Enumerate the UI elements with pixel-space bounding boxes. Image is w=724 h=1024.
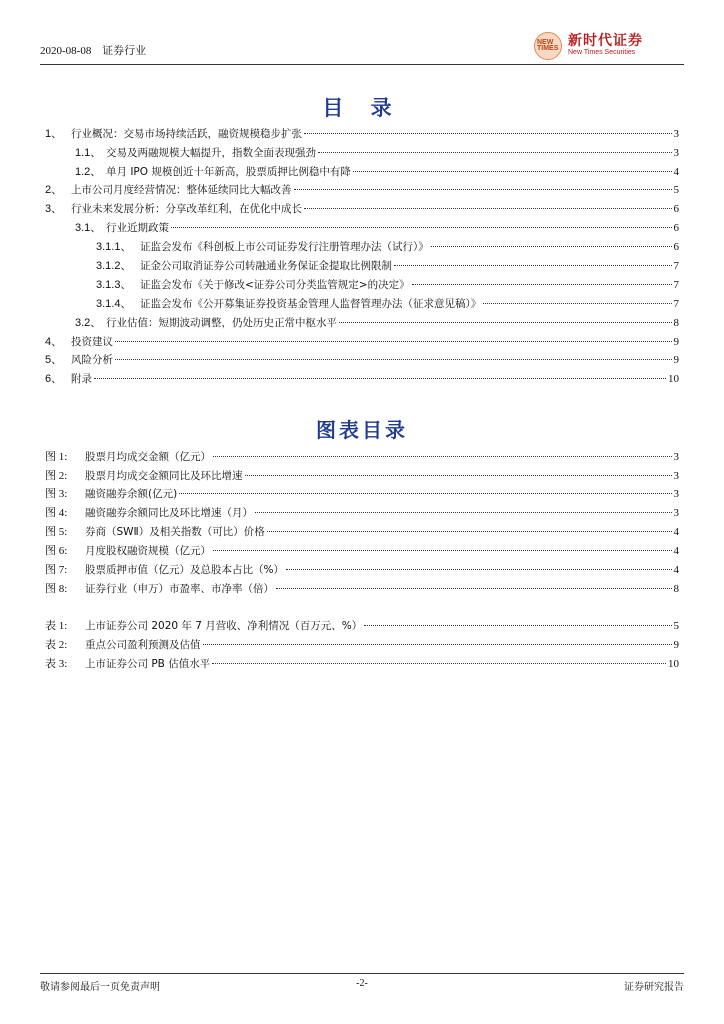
toc-entry[interactable]: 3.1、 行业近期政策 6 [75, 222, 679, 234]
toc-title: 目 录 [322, 96, 402, 120]
disclaimer-link[interactable]: 敬请参阅最后一页免责声明 [40, 982, 160, 993]
report-category: 证券行业 [102, 45, 147, 57]
figure-entry[interactable]: 图 5: 券商（SWⅡ）及相关指数（可比）价格 4 [45, 526, 679, 538]
figure-entry[interactable]: 图 7: 股票质押市值（亿元）及总股本占比（%） 4 [45, 564, 679, 576]
page-header [40, 30, 684, 62]
figure-entry[interactable]: 图 2: 股票月均成交金额同比及环比增速 3 [45, 470, 679, 482]
table-entry[interactable]: 表 3: 上市证券公司 PB 估值水平 10 [45, 658, 679, 670]
figure-entry[interactable]: 图 4: 融资融券余额同比及环比增速（月） 3 [45, 507, 679, 519]
report-date: 2020-08-08 [40, 45, 92, 57]
toc-entry[interactable]: 4、 投资建议 9 [45, 336, 679, 348]
table-entry[interactable]: 表 2: 重点公司盈利预测及估值 9 [45, 639, 679, 651]
page-number: -2- [356, 978, 368, 989]
toc-entry[interactable]: 1.2、 单月 IPO 规模创近十年新高，股票质押比例稳中有降 4 [75, 166, 679, 178]
footer-divider [40, 973, 684, 974]
figure-entry[interactable]: 图 3: 融资融券余额(亿元) 3 [45, 488, 679, 500]
figure-entry[interactable]: 图 1: 股票月均成交金额（亿元） 3 [45, 451, 679, 463]
toc-entry[interactable]: 3、 行业未来发展分析：分享改革红利，在优化中成长 6 [45, 203, 679, 215]
toc-entry[interactable]: 5、 风险分析 9 [45, 354, 679, 366]
toc-entry[interactable]: 6、 附录 10 [45, 373, 679, 385]
logo-mark-icon: NEW TIMES [534, 32, 562, 60]
toc-entry[interactable]: 3.1.3、 证监会发布《关于修改<证券公司分类监管规定>的决定》 7 [96, 279, 679, 291]
page-footer [40, 978, 684, 992]
toc-entry[interactable]: 3.1.2、 证金公司取消证券公司转融通业务保证金提取比例限制 7 [96, 260, 679, 272]
toc-entry[interactable]: 2、 上市公司月度经营情况：整体延续同比大幅改善 5 [45, 184, 679, 196]
toc-entry[interactable]: 1、 行业概况：交易市场持续活跃，融资规模稳步扩张 3 [45, 128, 679, 140]
figure-list-title: 图表目录 [316, 418, 408, 442]
toc-entry[interactable]: 3.1.4、 证监会发布《公开募集证券投资基金管理人监督管理办法（征求意见稿）》 7 [96, 298, 679, 310]
toc-entry[interactable]: 3.2、 行业估值：短期波动调整，仍处历史正常中枢水平 8 [75, 317, 679, 329]
logo-name-cn: 新时代证券 [568, 33, 643, 49]
table-entry[interactable]: 表 1: 上市证券公司 2020 年 7 月营收、净利情况（百万元、%） 5 [45, 620, 679, 632]
figure-entry[interactable]: 图 8: 证券行业（申万）市盈率、市净率（倍） 8 [45, 583, 679, 595]
report-type: 证券研究报告 [624, 982, 684, 993]
header-divider [40, 64, 684, 65]
figure-entry[interactable]: 图 6: 月度股权融资规模（亿元） 4 [45, 545, 679, 557]
toc-entry[interactable]: 3.1.1、 证监会发布《科创板上市公司证券发行注册管理办法（试行）》 6 [96, 241, 679, 253]
company-logo [534, 30, 684, 62]
logo-name-en: New Times Securities [568, 49, 636, 56]
toc-entry[interactable]: 1.1、 交易及两融规模大幅提升，指数全面表现强劲 3 [75, 147, 679, 159]
header-meta [40, 42, 154, 58]
